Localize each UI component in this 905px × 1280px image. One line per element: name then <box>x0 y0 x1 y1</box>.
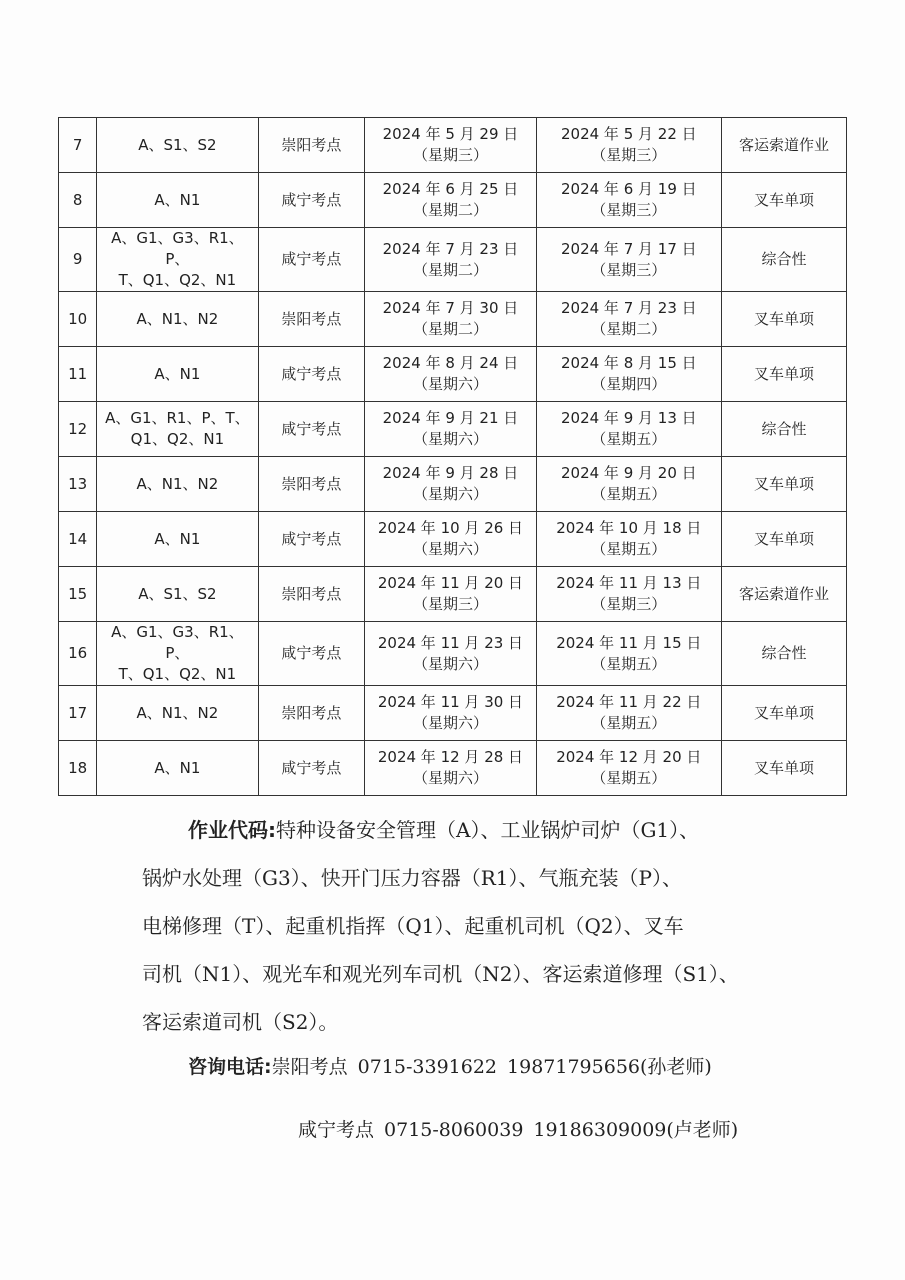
table-row <box>59 457 847 512</box>
operation-codes-cell-text: A、N1、N2 <box>136 474 219 493</box>
registration-deadline-cell <box>536 347 721 402</box>
exam-date-cell-text: 2024 年 7 月 30 日 <box>382 299 519 317</box>
contact-line-1 <box>188 1052 712 1079</box>
operation-codes-cell-text: T、Q1、Q2、N1 <box>118 271 237 289</box>
exam-type-cell <box>722 512 847 567</box>
operation-codes-cell <box>97 292 258 347</box>
exam-type-cell <box>722 567 847 622</box>
registration-deadline-cell <box>536 741 721 796</box>
registration-deadline-cell-text: （星期五） <box>591 714 667 732</box>
row-number-cell <box>59 686 97 741</box>
operation-codes-cell <box>97 347 258 402</box>
exam-type-cell <box>722 228 847 292</box>
operation-codes-cell <box>97 512 258 567</box>
row-number-cell-text: 7 <box>72 135 83 154</box>
contact-phone-1: 0715-3391622 <box>357 1056 498 1078</box>
exam-site-cell-text: 崇阳考点 <box>281 474 342 493</box>
registration-deadline-cell <box>536 686 721 741</box>
row-number-cell-text: 9 <box>72 250 83 268</box>
exam-type-cell <box>722 292 847 347</box>
registration-deadline-cell-text: （星期三） <box>591 595 667 613</box>
exam-date-cell-text: （星期六） <box>412 375 488 393</box>
operation-codes-cell <box>97 567 258 622</box>
registration-deadline-cell-text: （星期五） <box>591 430 667 448</box>
row-number-cell-text: 15 <box>68 584 88 603</box>
exam-date-cell-text: （星期六） <box>412 654 488 673</box>
table-row <box>59 512 847 567</box>
row-number-cell-text: 18 <box>68 758 88 777</box>
exam-type-cell-text: 叉车单项 <box>754 703 815 722</box>
exam-site-cell <box>258 686 365 741</box>
exam-date-cell-text: 2024 年 5 月 29 日 <box>382 125 519 143</box>
registration-deadline-cell-text: 2024 年 5 月 22 日 <box>560 125 697 143</box>
exam-type-cell-text: 客运索道作业 <box>739 135 830 154</box>
exam-site-cell-text: 崇阳考点 <box>281 703 342 722</box>
exam-type-cell <box>722 686 847 741</box>
note-line-1-text: 特种设备安全管理（A）、工业锅炉司炉（G1）、 <box>276 818 700 842</box>
registration-deadline-cell-text: 2024 年 7 月 17 日 <box>560 239 697 258</box>
registration-deadline-cell-text: 2024 年 8 月 15 日 <box>560 354 697 372</box>
exam-type-cell <box>722 402 847 457</box>
registration-deadline-cell-text: 2024 年 7 月 23 日 <box>560 299 697 317</box>
exam-date-cell <box>365 402 536 457</box>
exam-date-cell <box>365 292 536 347</box>
registration-deadline-cell-text: （星期三） <box>591 201 667 219</box>
exam-site-cell-text: 崇阳考点 <box>281 584 342 603</box>
exam-date-cell-text: （星期三） <box>412 595 488 613</box>
row-number-cell <box>59 741 97 796</box>
registration-deadline-cell <box>536 173 721 228</box>
registration-deadline-cell-text: 2024 年 9 月 20 日 <box>560 464 697 482</box>
operation-codes-cell-text: A、G1、G3、R1、P、 <box>111 623 244 662</box>
exam-type-cell-text: 叉车单项 <box>754 529 815 548</box>
operation-codes-cell-text: A、N1、N2 <box>136 309 219 328</box>
exam-schedule-body <box>59 118 847 796</box>
exam-type-cell <box>722 347 847 402</box>
registration-deadline-cell-text: 2024 年 11 月 13 日 <box>556 574 702 592</box>
registration-deadline-cell-text: 2024 年 9 月 13 日 <box>560 409 697 427</box>
registration-deadline-cell <box>536 567 721 622</box>
exam-date-cell-text: （星期六） <box>412 430 488 448</box>
row-number-cell-text: 10 <box>68 309 88 328</box>
row-number-cell-text: 12 <box>68 419 88 438</box>
contact-mobile-1: 19871795656(孙老师) <box>507 1056 712 1078</box>
exam-type-cell-text: 综合性 <box>761 419 807 438</box>
operation-codes-cell-text: T、Q1、Q2、N1 <box>118 665 237 683</box>
exam-type-cell <box>722 741 847 796</box>
note-line-1 <box>142 806 782 854</box>
exam-date-cell <box>365 512 536 567</box>
operation-codes-cell-text: Q1、Q2、N1 <box>130 430 225 448</box>
note-line-5: 客运索道司机（S2）。 <box>142 1010 339 1034</box>
exam-site-cell-text: 咸宁考点 <box>281 419 342 438</box>
note-line-3: 电梯修理（T）、起重机指挥（Q1）、起重机司机（Q2）、叉车 <box>142 914 684 938</box>
row-number-cell <box>59 512 97 567</box>
registration-deadline-cell-text: （星期五） <box>591 769 667 787</box>
operation-codes-cell <box>97 457 258 512</box>
exam-site-cell-text: 崇阳考点 <box>281 309 342 328</box>
exam-site-cell-text: 咸宁考点 <box>281 190 342 209</box>
exam-site-cell <box>258 228 365 292</box>
contact-site-1: 崇阳考点 <box>271 1056 348 1078</box>
row-number-cell-text: 13 <box>68 474 88 493</box>
operation-codes-cell <box>97 228 258 292</box>
exam-date-cell <box>365 741 536 796</box>
row-number-cell <box>59 173 97 228</box>
exam-type-cell-text: 客运索道作业 <box>739 584 830 603</box>
table-row <box>59 173 847 228</box>
table-row <box>59 402 847 457</box>
registration-deadline-cell <box>536 622 721 686</box>
table-row <box>59 228 847 292</box>
registration-deadline-cell <box>536 402 721 457</box>
contact-phone-2: 0715-8060039 <box>384 1119 524 1141</box>
registration-deadline-cell-text: （星期五） <box>591 485 667 503</box>
exam-date-cell-text: 2024 年 9 月 28 日 <box>382 464 519 482</box>
registration-deadline-cell <box>536 457 721 512</box>
exam-date-cell-text: （星期二） <box>412 320 488 338</box>
row-number-cell-text: 16 <box>68 644 88 662</box>
exam-type-cell-text: 叉车单项 <box>754 364 815 383</box>
registration-deadline-cell-text: 2024 年 10 月 18 日 <box>556 519 702 537</box>
exam-type-cell <box>722 457 847 512</box>
exam-date-cell-text: 2024 年 11 月 20 日 <box>377 574 524 592</box>
exam-date-cell <box>365 686 536 741</box>
exam-type-cell-text: 叉车单项 <box>754 758 815 777</box>
exam-site-cell-text: 崇阳考点 <box>281 135 342 154</box>
operation-codes-cell-text: A、N1 <box>154 190 201 209</box>
exam-date-cell <box>365 567 536 622</box>
exam-date-cell <box>365 622 536 686</box>
exam-site-cell <box>258 118 365 173</box>
registration-deadline-cell-text: （星期三） <box>591 146 667 164</box>
row-number-cell <box>59 118 97 173</box>
row-number-cell <box>59 402 97 457</box>
contact-label: 咨询电话: <box>188 1056 272 1078</box>
operation-codes-cell-text: A、S1、S2 <box>138 584 217 603</box>
registration-deadline-cell-text: 2024 年 6 月 19 日 <box>560 180 697 198</box>
contact-line-2 <box>298 1115 738 1142</box>
exam-type-cell-text: 综合性 <box>761 250 807 268</box>
row-number-cell <box>59 622 97 686</box>
exam-date-cell <box>365 347 536 402</box>
exam-site-cell <box>258 567 365 622</box>
table-row <box>59 347 847 402</box>
exam-type-cell <box>722 622 847 686</box>
exam-type-cell-text: 叉车单项 <box>754 474 815 493</box>
exam-date-cell-text: 2024 年 12 月 28 日 <box>377 748 524 766</box>
exam-site-cell-text: 咸宁考点 <box>281 250 342 268</box>
operation-codes-cell-text: A、S1、S2 <box>138 135 217 154</box>
registration-deadline-cell <box>536 512 721 567</box>
table-row <box>59 622 847 686</box>
operation-codes-cell-text: A、N1、N2 <box>136 703 219 722</box>
operation-codes-cell-text: A、G1、G3、R1、P、 <box>111 229 244 268</box>
row-number-cell <box>59 457 97 512</box>
exam-site-cell <box>258 173 365 228</box>
exam-site-cell-text: 咸宁考点 <box>281 758 342 777</box>
exam-date-cell-text: （星期三） <box>412 146 488 164</box>
exam-date-cell-text: 2024 年 11 月 30 日 <box>377 693 524 711</box>
table-row <box>59 292 847 347</box>
exam-type-cell-text: 叉车单项 <box>754 190 815 209</box>
operation-codes-cell-text: A、N1 <box>154 758 201 777</box>
operation-codes-note <box>142 806 782 1046</box>
exam-date-cell <box>365 228 536 292</box>
operation-codes-cell-text: A、N1 <box>154 529 201 548</box>
exam-site-cell <box>258 402 365 457</box>
exam-date-cell-text: 2024 年 6 月 25 日 <box>382 180 519 198</box>
table-row <box>59 567 847 622</box>
row-number-cell <box>59 292 97 347</box>
row-number-cell-text: 11 <box>68 364 88 383</box>
row-number-cell-text: 8 <box>72 190 83 209</box>
exam-date-cell-text: （星期六） <box>412 485 488 503</box>
exam-site-cell-text: 咸宁考点 <box>281 529 342 548</box>
registration-deadline-cell-text: （星期五） <box>591 540 667 558</box>
registration-deadline-cell-text: 2024 年 11 月 22 日 <box>556 693 702 711</box>
exam-site-cell <box>258 457 365 512</box>
registration-deadline-cell <box>536 228 721 292</box>
operation-codes-cell <box>97 173 258 228</box>
exam-type-cell <box>722 118 847 173</box>
table-row <box>59 741 847 796</box>
table-row <box>59 686 847 741</box>
registration-deadline-cell-text: （星期四） <box>591 375 667 393</box>
exam-schedule-table <box>58 117 847 796</box>
row-number-cell <box>59 347 97 402</box>
operation-codes-label: 作业代码: <box>188 818 276 842</box>
exam-type-cell <box>722 173 847 228</box>
registration-deadline-cell-text: 2024 年 11 月 15 日 <box>556 633 702 652</box>
exam-date-cell-text: （星期二） <box>412 260 488 279</box>
registration-deadline-cell <box>536 118 721 173</box>
operation-codes-cell-text: A、N1 <box>154 364 201 383</box>
exam-site-cell <box>258 741 365 796</box>
exam-date-cell-text: （星期六） <box>412 769 488 787</box>
row-number-cell <box>59 228 97 292</box>
table-row <box>59 118 847 173</box>
exam-date-cell-text: （星期二） <box>412 201 488 219</box>
exam-site-cell <box>258 347 365 402</box>
contact-site-2: 咸宁考点 <box>298 1119 375 1141</box>
exam-date-cell-text: 2024 年 11 月 23 日 <box>377 633 524 652</box>
registration-deadline-cell <box>536 292 721 347</box>
registration-deadline-cell-text: 2024 年 12 月 20 日 <box>556 748 702 766</box>
exam-date-cell <box>365 173 536 228</box>
exam-date-cell-text: 2024 年 10 月 26 日 <box>377 519 524 537</box>
row-number-cell <box>59 567 97 622</box>
operation-codes-cell <box>97 118 258 173</box>
exam-date-cell-text: 2024 年 8 月 24 日 <box>382 354 519 372</box>
exam-date-cell <box>365 118 536 173</box>
exam-site-cell <box>258 512 365 567</box>
contact-mobile-2: 19186309009(卢老师) <box>533 1119 739 1141</box>
row-number-cell-text: 17 <box>68 703 88 722</box>
exam-date-cell <box>365 457 536 512</box>
note-line-2: 锅炉水处理（G3）、快开门压力容器（R1）、气瓶充装（P）、 <box>142 866 682 890</box>
operation-codes-cell <box>97 741 258 796</box>
exam-type-cell-text: 叉车单项 <box>754 309 815 328</box>
operation-codes-cell <box>97 686 258 741</box>
exam-date-cell-text: 2024 年 7 月 23 日 <box>382 239 519 258</box>
registration-deadline-cell-text: （星期三） <box>591 260 667 279</box>
exam-date-cell-text: 2024 年 9 月 21 日 <box>382 409 519 427</box>
exam-site-cell <box>258 292 365 347</box>
operation-codes-cell-text: A、G1、R1、P、T、 <box>105 409 250 427</box>
exam-type-cell-text: 综合性 <box>761 644 807 662</box>
registration-deadline-cell-text: （星期二） <box>591 320 667 338</box>
operation-codes-cell <box>97 402 258 457</box>
row-number-cell-text: 14 <box>68 529 88 548</box>
exam-date-cell-text: （星期六） <box>412 540 488 558</box>
operation-codes-cell <box>97 622 258 686</box>
exam-site-cell-text: 咸宁考点 <box>281 644 342 662</box>
registration-deadline-cell-text: （星期五） <box>591 654 667 673</box>
exam-site-cell <box>258 622 365 686</box>
exam-date-cell-text: （星期六） <box>412 714 488 732</box>
exam-site-cell-text: 咸宁考点 <box>281 364 342 383</box>
note-line-4: 司机（N1）、观光车和观光列车司机（N2）、客运索道修理（S1）、 <box>142 962 739 986</box>
